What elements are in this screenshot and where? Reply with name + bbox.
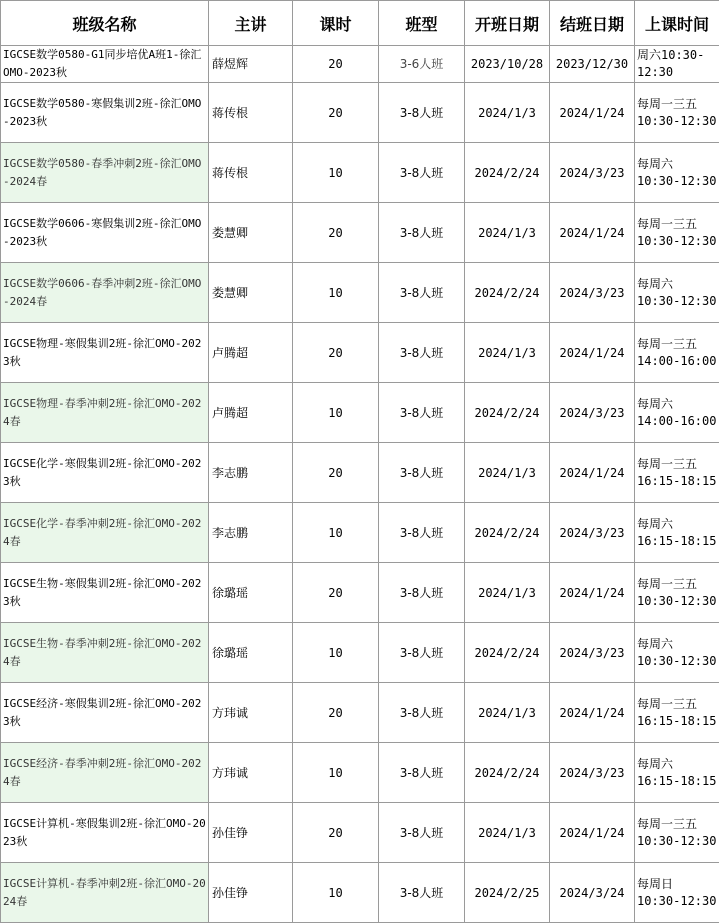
header-class-name: 班级名称 [1, 1, 209, 46]
end-date-cell: 2024/3/23 [550, 503, 635, 563]
start-date-cell: 2024/2/24 [465, 743, 550, 803]
table-row [1, 203, 719, 263]
class-name-cell: IGCSE化学-春季冲刺2班-徐汇OMO-2024春 [1, 503, 209, 563]
class-time-line: 10:30-12:30 [637, 653, 719, 670]
class-time-cell [635, 803, 719, 863]
class-type-cell: 3-6人班 [379, 46, 465, 83]
table-row [1, 623, 719, 683]
hours-cell: 20 [293, 46, 379, 83]
class-time-line: 每周一三五 [637, 696, 719, 713]
teacher-cell: 孙佳铮 [209, 803, 293, 863]
class-time-cell [635, 683, 719, 743]
class-time-cell [635, 83, 719, 143]
table-row [1, 563, 719, 623]
end-date-cell: 2024/3/23 [550, 143, 635, 203]
start-date-cell: 2024/1/3 [465, 203, 550, 263]
start-date-cell: 2024/2/25 [465, 863, 550, 923]
end-date-cell: 2024/3/23 [550, 743, 635, 803]
hours-cell: 10 [293, 863, 379, 923]
class-time-line: 16:15-18:15 [637, 713, 719, 730]
hours-cell: 20 [293, 563, 379, 623]
class-name-cell: IGCSE物理-春季冲刺2班-徐汇OMO-2024春 [1, 383, 209, 443]
hours-cell: 20 [293, 683, 379, 743]
table-row [1, 143, 719, 203]
start-date-cell: 2024/2/24 [465, 383, 550, 443]
hours-cell: 20 [293, 83, 379, 143]
class-time-line: 10:30-12:30 [637, 833, 719, 850]
start-date-cell: 2024/2/24 [465, 143, 550, 203]
start-date-cell: 2024/2/24 [465, 263, 550, 323]
end-date-cell: 2024/1/24 [550, 803, 635, 863]
class-time-line: 10:30-12:30 [637, 173, 719, 190]
teacher-cell: 蒋传根 [209, 143, 293, 203]
class-name-cell: IGCSE数学0606-春季冲刺2班-徐汇OMO-2024春 [1, 263, 209, 323]
class-name-cell: IGCSE经济-春季冲刺2班-徐汇OMO-2024春 [1, 743, 209, 803]
table-row [1, 383, 719, 443]
class-type-cell: 3-8人班 [379, 383, 465, 443]
teacher-cell: 薛煜辉 [209, 46, 293, 83]
start-date-cell: 2024/1/3 [465, 323, 550, 383]
class-time-line: 每周一三五 [637, 456, 719, 473]
class-type-cell: 3-8人班 [379, 743, 465, 803]
end-date-cell: 2024/3/23 [550, 383, 635, 443]
class-time-cell [635, 323, 719, 383]
class-type-cell: 3-8人班 [379, 503, 465, 563]
class-name-cell: IGCSE经济-寒假集训2班-徐汇OMO-2023秋 [1, 683, 209, 743]
hours-cell: 10 [293, 743, 379, 803]
class-time-line: 10:30-12:30 [637, 113, 719, 130]
start-date-cell: 2024/1/3 [465, 683, 550, 743]
class-time-line: 每周六 [637, 156, 719, 173]
class-name-cell: IGCSE物理-寒假集训2班-徐汇OMO-2023秋 [1, 323, 209, 383]
class-type-cell: 3-8人班 [379, 623, 465, 683]
class-time-line: 10:30-12:30 [637, 893, 719, 910]
class-time-line: 每周六 [637, 396, 719, 413]
table-row [1, 83, 719, 143]
end-date-cell: 2024/1/24 [550, 443, 635, 503]
class-name-cell: IGCSE数学0580-春季冲刺2班-徐汇OMO-2024春 [1, 143, 209, 203]
class-time-cell [635, 623, 719, 683]
end-date-cell: 2024/1/24 [550, 83, 635, 143]
class-type-cell: 3-8人班 [379, 443, 465, 503]
start-date-cell: 2023/10/28 [465, 46, 550, 83]
class-type-cell: 3-8人班 [379, 863, 465, 923]
class-time-line: 每周一三五 [637, 96, 719, 113]
class-time-line: 每周六 [637, 276, 719, 293]
teacher-cell: 徐璐瑶 [209, 623, 293, 683]
end-date-cell: 2024/3/23 [550, 263, 635, 323]
table-row [1, 683, 719, 743]
hours-cell: 20 [293, 323, 379, 383]
teacher-cell: 卢腾超 [209, 383, 293, 443]
table-row [1, 503, 719, 563]
class-time-cell [635, 563, 719, 623]
class-type-cell: 3-8人班 [379, 803, 465, 863]
class-time-line: 16:15-18:15 [637, 773, 719, 790]
teacher-cell: 娄慧卿 [209, 263, 293, 323]
header-start-date: 开班日期 [465, 1, 550, 46]
start-date-cell: 2024/1/3 [465, 803, 550, 863]
start-date-cell: 2024/1/3 [465, 443, 550, 503]
class-time-line: 10:30-12:30 [637, 233, 719, 250]
end-date-cell: 2024/3/23 [550, 623, 635, 683]
hours-cell: 10 [293, 143, 379, 203]
class-name-cell: IGCSE数学0580-寒假集训2班-徐汇OMO-2023秋 [1, 83, 209, 143]
hours-cell: 10 [293, 263, 379, 323]
table-row [1, 263, 719, 323]
class-time-cell [635, 503, 719, 563]
class-time-line: 12:30 [637, 64, 719, 81]
header-class-time: 上课时间 [635, 1, 719, 46]
header-class-type: 班型 [379, 1, 465, 46]
hours-cell: 10 [293, 503, 379, 563]
hours-cell: 20 [293, 443, 379, 503]
end-date-cell: 2023/12/30 [550, 46, 635, 83]
teacher-cell: 孙佳铮 [209, 863, 293, 923]
class-time-line: 每周一三五 [637, 216, 719, 233]
teacher-cell: 徐璐瑶 [209, 563, 293, 623]
class-name-cell: IGCSE计算机-寒假集训2班-徐汇OMO-2023秋 [1, 803, 209, 863]
end-date-cell: 2024/1/24 [550, 323, 635, 383]
class-time-cell [635, 443, 719, 503]
class-type-cell: 3-8人班 [379, 563, 465, 623]
end-date-cell: 2024/1/24 [550, 563, 635, 623]
class-time-cell [635, 263, 719, 323]
class-name-cell: IGCSE化学-寒假集训2班-徐汇OMO-2023秋 [1, 443, 209, 503]
table-row [1, 743, 719, 803]
hours-cell: 10 [293, 383, 379, 443]
class-time-line: 10:30-12:30 [637, 593, 719, 610]
class-type-cell: 3-8人班 [379, 683, 465, 743]
class-time-line: 每周一三五 [637, 816, 719, 833]
class-type-cell: 3-8人班 [379, 203, 465, 263]
class-name-cell: IGCSE计算机-春季冲刺2班-徐汇OMO-2024春 [1, 863, 209, 923]
class-time-line: 每周六 [637, 636, 719, 653]
class-type-cell: 3-8人班 [379, 83, 465, 143]
header-teacher: 主讲 [209, 1, 293, 46]
class-time-line: 16:15-18:15 [637, 533, 719, 550]
table-row [1, 863, 719, 923]
class-time-line: 每周六 [637, 516, 719, 533]
table-body [1, 46, 719, 923]
class-time-cell [635, 743, 719, 803]
table-row [1, 803, 719, 863]
class-time-line: 周六10:30- [637, 47, 719, 64]
class-type-cell: 3-8人班 [379, 143, 465, 203]
end-date-cell: 2024/1/24 [550, 683, 635, 743]
header-end-date: 结班日期 [550, 1, 635, 46]
class-time-cell [635, 383, 719, 443]
teacher-cell: 方玮诚 [209, 683, 293, 743]
class-name-cell: IGCSE生物-春季冲刺2班-徐汇OMO-2024春 [1, 623, 209, 683]
teacher-cell: 李志鹏 [209, 503, 293, 563]
start-date-cell: 2024/2/24 [465, 503, 550, 563]
teacher-cell: 方玮诚 [209, 743, 293, 803]
class-time-cell [635, 203, 719, 263]
class-time-line: 10:30-12:30 [637, 293, 719, 310]
start-date-cell: 2024/2/24 [465, 623, 550, 683]
header-hours: 课时 [293, 1, 379, 46]
class-time-line: 14:00-16:00 [637, 353, 719, 370]
class-time-line: 16:15-18:15 [637, 473, 719, 490]
class-name-cell: IGCSE生物-寒假集训2班-徐汇OMO-2023秋 [1, 563, 209, 623]
end-date-cell: 2024/1/24 [550, 203, 635, 263]
hours-cell: 10 [293, 623, 379, 683]
hours-cell: 20 [293, 803, 379, 863]
class-type-cell: 3-8人班 [379, 263, 465, 323]
teacher-cell: 李志鹏 [209, 443, 293, 503]
start-date-cell: 2024/1/3 [465, 563, 550, 623]
class-time-cell [635, 46, 719, 83]
class-time-line: 每周日 [637, 876, 719, 893]
hours-cell: 20 [293, 203, 379, 263]
table-row [1, 443, 719, 503]
class-time-cell [635, 863, 719, 923]
start-date-cell: 2024/1/3 [465, 83, 550, 143]
class-name-cell: IGCSE数学0606-寒假集训2班-徐汇OMO-2023秋 [1, 203, 209, 263]
end-date-cell: 2024/3/24 [550, 863, 635, 923]
class-type-cell: 3-8人班 [379, 323, 465, 383]
class-time-line: 每周六 [637, 756, 719, 773]
table-row [1, 323, 719, 383]
class-time-cell [635, 143, 719, 203]
table-header [1, 1, 719, 46]
class-time-line: 14:00-16:00 [637, 413, 719, 430]
class-time-line: 每周一三五 [637, 576, 719, 593]
class-name-cell: IGCSE数学0580-G1同步培优A班1-徐汇OMO-2023秋 [1, 46, 209, 83]
class-time-line: 每周一三五 [637, 336, 719, 353]
teacher-cell: 娄慧卿 [209, 203, 293, 263]
teacher-cell: 卢腾超 [209, 323, 293, 383]
teacher-cell: 蒋传根 [209, 83, 293, 143]
table-row [1, 46, 719, 83]
